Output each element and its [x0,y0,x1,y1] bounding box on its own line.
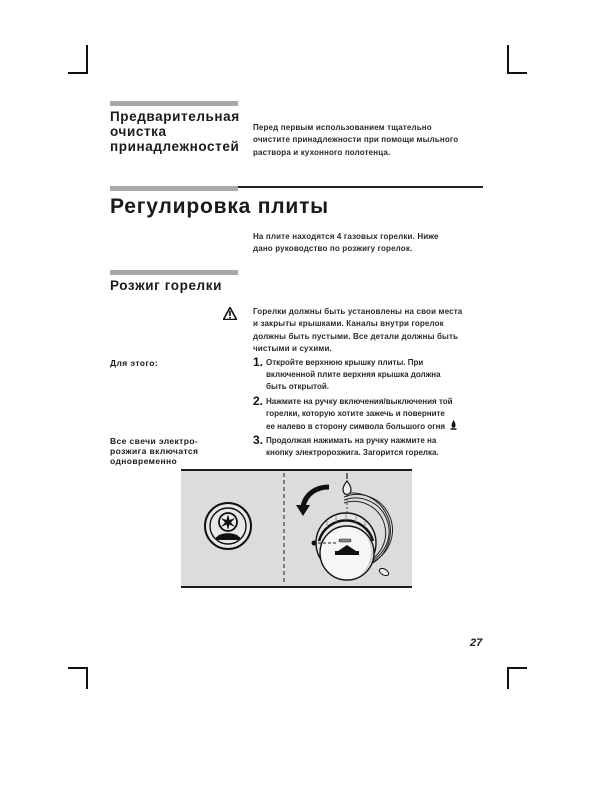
large-flame-icon [450,420,457,430]
step-number: 1. [253,355,264,369]
ignition-illustration [181,469,412,588]
text-line: Горелки должны быть установлены на свои места [253,307,463,316]
rotate-left-arrow-icon [296,487,329,516]
warning-text [253,306,488,355]
heading-line: принадлежностей [110,139,240,154]
heading-line: очистка [110,124,167,139]
text-line: кнопку электророзжига. Загорится горелка. [266,448,439,457]
control-heading: Регулировка плиты [110,195,329,218]
text-line: быть открытой. [266,382,329,391]
step-number: 2. [253,394,264,408]
step-2 [253,396,493,433]
crop-mark-top-right-v [507,45,509,73]
page-number: 27 [470,637,483,649]
pre-cleaning-heading [110,109,240,154]
text-line: На плите находятся 4 газовых горелки. Ниже [253,232,439,241]
warning-triangle-icon [223,307,237,320]
text-line: очистите принадлежности при помощи мыльного [253,135,459,145]
section-bar [110,270,238,275]
text-line: Перед первым использованием тщательно [253,123,432,132]
pre-cleaning-text [253,122,488,159]
text-line: Нажмите на ручку включения/выключения той [266,397,453,406]
text-line: Продолжая нажимать на ручку нажмите на [266,436,437,445]
section-bar [110,186,238,191]
section-bar [110,101,238,106]
ignition-button-icon [205,503,251,549]
control-text [253,231,488,256]
step-3 [253,435,493,459]
text-line: чистыми и сухими. [253,343,332,353]
crop-mark-top-left-h [68,72,88,74]
text-line-with-icon [266,420,493,433]
text-line: горелки, которую хотите зажечь и поверните [266,409,445,418]
text-line: ее налево в сторону символа большого огня [266,422,446,431]
crop-mark-top-left-v [86,45,88,73]
text-line: включенной плите верхняя крышка должна [266,370,441,379]
text-line: и закрыты крышками. Каналы внутри горелок [253,319,444,329]
section-rule [238,186,483,188]
text-line: розжига включатся [110,446,199,456]
text-line: раствора и кухонного полотенца. [253,147,391,157]
step-number: 3. [253,433,264,447]
text-line: дано руководство по розжигу горелок. [253,244,413,254]
side-note [110,436,198,466]
text-line: Откройте верхнюю крышку плиты. При [266,358,424,367]
crop-mark-bottom-left-h [68,667,88,669]
heading-line: Предварительная [110,109,240,124]
text-line: Все свечи электро- [110,436,199,446]
ignition-heading: Розжиг горелки [110,278,222,293]
side-label: Для этого: [110,358,159,368]
text-line: одновременно [110,456,178,466]
crop-mark-bottom-right-h [507,667,527,669]
crop-mark-bottom-right-v [507,667,509,689]
text-line: должны быть пустыми. Все детали должны быть [253,331,459,341]
step-1 [253,357,493,393]
crop-mark-bottom-left-v [86,667,88,689]
crop-mark-top-right-h [507,72,527,74]
